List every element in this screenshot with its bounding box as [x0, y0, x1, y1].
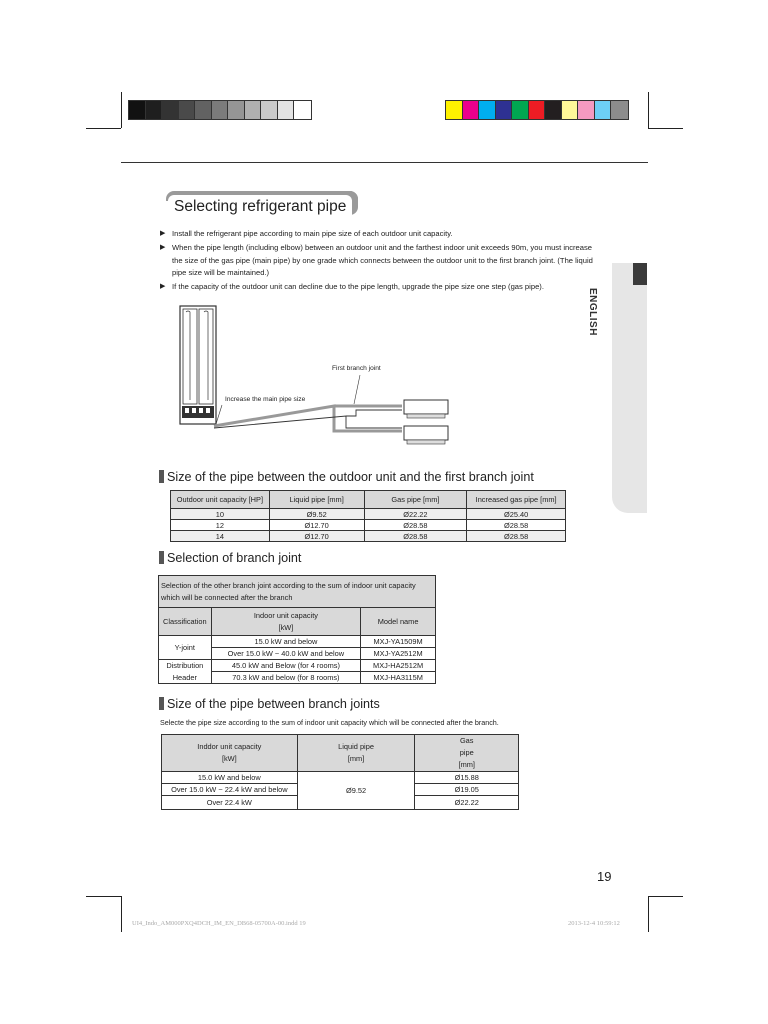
triangle-bullet-icon: ▶	[160, 244, 166, 251]
column-header: Inddor unit capacity [kW]	[162, 735, 298, 772]
language-side-tab	[612, 263, 647, 513]
table-row: 15.0 kW and below Ø9.52 Ø15.88	[162, 772, 519, 784]
color-swatch	[146, 101, 163, 119]
grayscale-color-bar	[128, 100, 312, 120]
color-swatch	[446, 101, 463, 119]
color-swatch	[578, 101, 595, 119]
color-swatch	[463, 101, 480, 119]
column-header: Increased gas pipe [mm]	[467, 491, 566, 509]
language-label: ENGLISH	[587, 288, 598, 336]
color-swatch	[245, 101, 262, 119]
crop-mark	[648, 128, 683, 129]
table-row: Y-joint 15.0 kW and below MXJ-YA1509M	[159, 636, 436, 648]
table-row: Over 15.0 kW ~ 40.0 kW and below MXJ-YA2512M	[159, 648, 436, 660]
instruction-list	[160, 228, 595, 295]
table-row: Over 15.0 kW ~ 22.4 kW and below Ø19.05	[162, 784, 519, 796]
branch-joint-table	[158, 575, 436, 684]
table-caption: Selection of the other branch joint according to the sum of indoor unit capacity which will be connected after the branch	[159, 576, 436, 608]
indoor-unit-icon	[404, 426, 448, 444]
main-pipe-label: Increase the main pipe size	[225, 396, 306, 403]
indoor-unit-icon	[404, 400, 448, 418]
color-swatch	[479, 101, 496, 119]
section-heading: Size of the pipe between the outdoor unit and the ﬁrst branch joint	[159, 470, 534, 484]
color-swatch	[595, 101, 612, 119]
column-header: Model name	[361, 608, 436, 636]
process-color-bar	[445, 100, 629, 120]
piping-diagram	[170, 300, 460, 450]
triangle-bullet-icon: ▶	[160, 230, 166, 237]
color-swatch	[562, 101, 579, 119]
color-swatch	[129, 101, 146, 119]
column-header: Indoor unit capacity [kW]	[211, 608, 361, 636]
section-heading: Selection of branch joint	[159, 551, 301, 565]
table-row: 14 Ø12.70 Ø28.58 Ø28.58	[171, 531, 566, 542]
crop-mark	[648, 896, 683, 897]
table-row: Header 70.3 kW and below (for 8 rooms) MXJ-HA3115M	[159, 672, 436, 684]
section-heading: Size of the pipe between branch joints	[159, 697, 380, 711]
color-swatch	[195, 101, 212, 119]
triangle-bullet-icon: ▶	[160, 283, 166, 290]
crop-mark	[121, 92, 122, 128]
branch-pipe-size-table	[161, 734, 519, 810]
color-swatch	[179, 101, 196, 119]
footer-timestamp: 2013-12-4 10:59:12	[568, 920, 620, 927]
table-row: Distribution 45.0 kW and Below (for 4 rooms) MXJ-HA2512M	[159, 660, 436, 672]
color-swatch	[294, 101, 311, 119]
color-swatch	[496, 101, 513, 119]
page-title: Selecting refrigerant pipe	[174, 198, 347, 215]
color-swatch	[529, 101, 546, 119]
crop-mark	[86, 128, 121, 129]
outdoor-unit-icon	[180, 306, 216, 424]
table-row: Over 22.4 kW Ø22.22	[162, 796, 519, 810]
crop-mark	[121, 896, 122, 932]
color-swatch	[512, 101, 529, 119]
color-swatch	[261, 101, 278, 119]
section-title-box	[166, 191, 358, 219]
table-row: 12 Ø12.70 Ø28.58 Ø28.58	[171, 520, 566, 531]
page-number: 19	[597, 869, 612, 884]
color-swatch	[278, 101, 295, 119]
list-item: ▶ If the capacity of the outdoor unit can decline due to the pipe length, upgrade the pipe size one step (gas pipe).	[160, 281, 595, 294]
color-swatch	[228, 101, 245, 119]
footer-file-name: UI4_Indo_AM000PXQ4DCH_IM_EN_DB68-05700A-00.indd 19	[132, 920, 306, 927]
color-swatch	[212, 101, 229, 119]
crop-mark	[86, 896, 121, 897]
table-row: 10 Ø9.52 Ø22.22 Ø25.40	[171, 509, 566, 520]
column-header: Liquid pipe [mm]	[269, 491, 364, 509]
color-swatch	[162, 101, 179, 119]
crop-mark	[648, 92, 649, 128]
outdoor-pipe-size-table	[170, 490, 566, 542]
column-header: Classiﬁcation	[159, 608, 212, 636]
column-header: Outdoor unit capacity [HP]	[171, 491, 270, 509]
column-header: Gas pipe [mm]	[415, 735, 519, 772]
section-note: Selecte the pipe size according to the sum of indoor unit capacity which will be connected after the branch.	[160, 718, 499, 727]
color-swatch	[545, 101, 562, 119]
column-header: Liquid pipe [mm]	[297, 735, 415, 772]
list-item: ▶ When the pipe length (including elbow) between an outdoor unit and the farthest indoor unit exceeds 90m, you must increase the size of the gas pipe (main pipe) by one grade which connects between the outdoor unit to the ﬁrst branch joint. (The liquid pipe size will be maintained.)	[160, 242, 595, 280]
color-swatch	[611, 101, 628, 119]
column-header: Gas pipe [mm]	[364, 491, 467, 509]
first-branch-joint-label: First branch joint	[332, 365, 381, 372]
crop-mark	[648, 896, 649, 932]
header-rule	[121, 162, 648, 163]
list-item: ▶ Install the refrigerant pipe according to main pipe size of each outdoor unit capacity.	[160, 228, 595, 241]
